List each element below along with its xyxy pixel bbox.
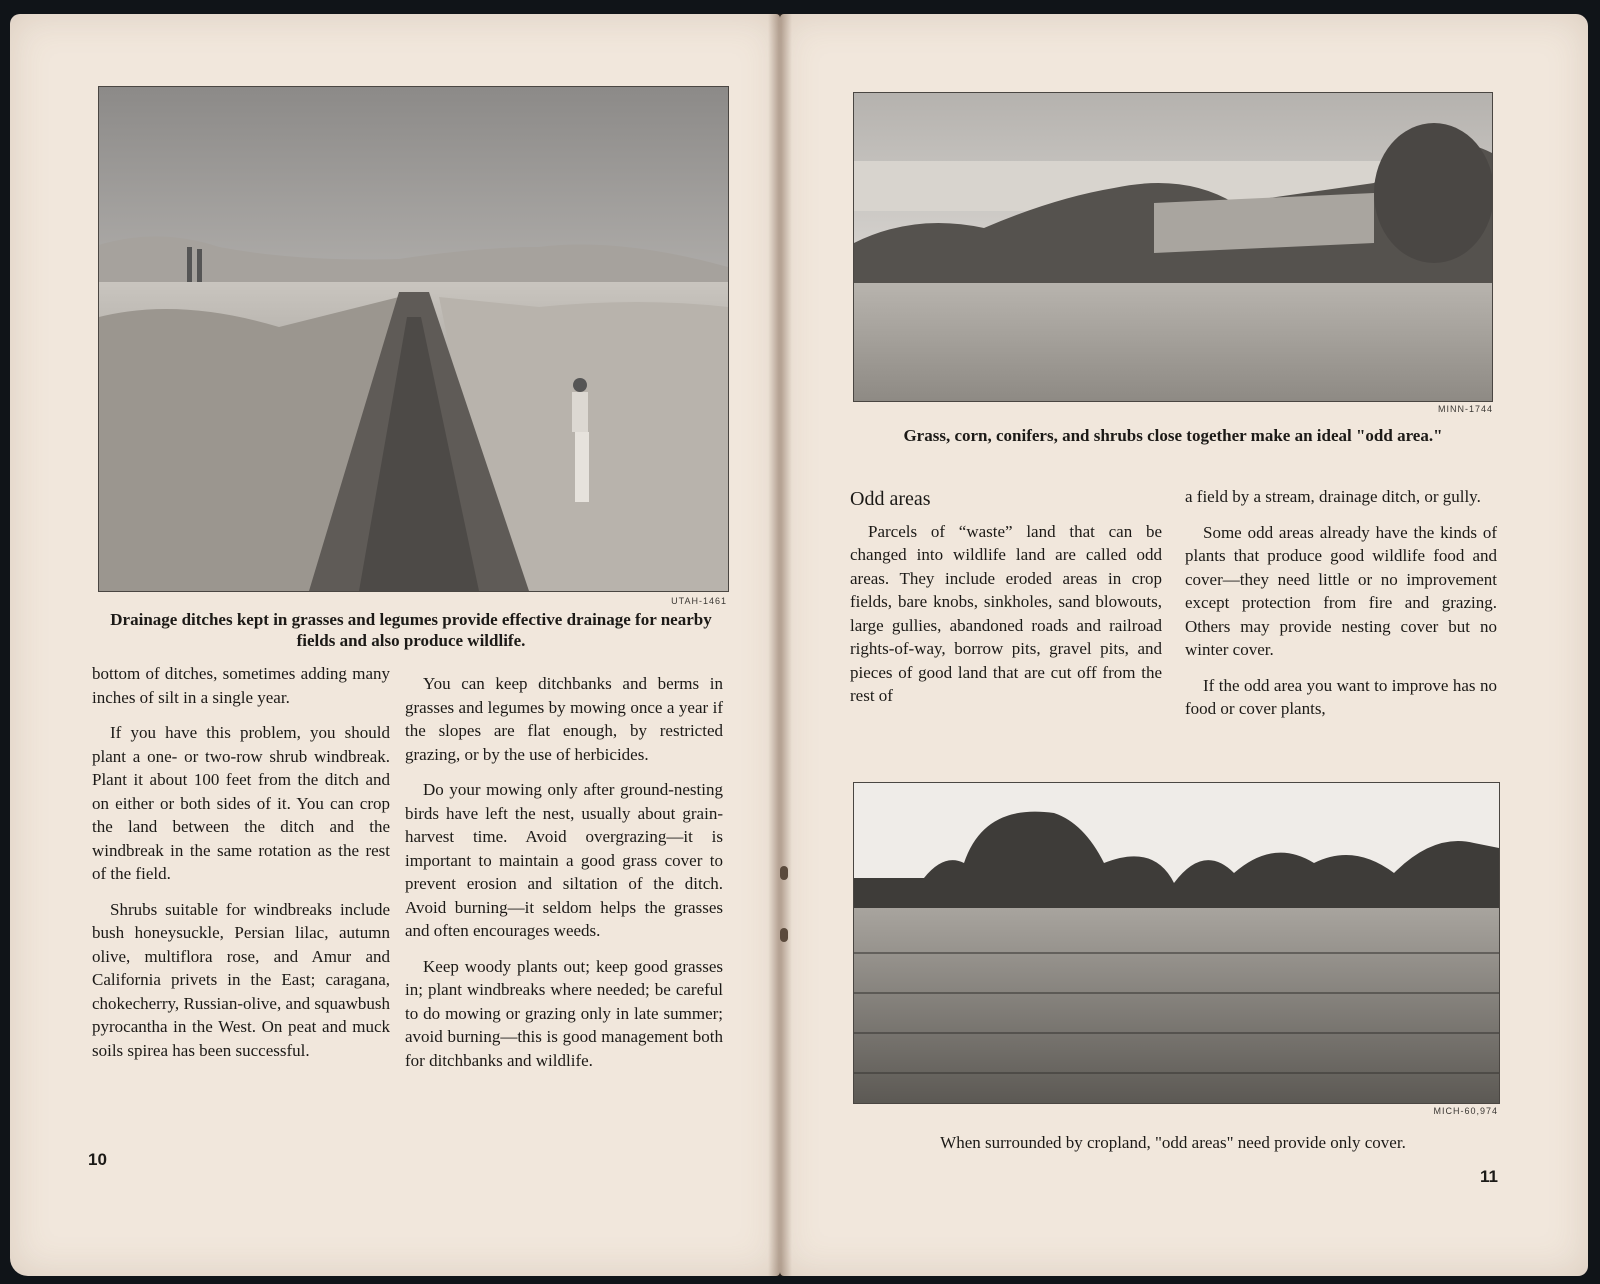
staple-mark <box>780 866 788 880</box>
photo-credit: UTAH-1461 <box>671 596 727 606</box>
book-gutter <box>768 14 792 1276</box>
paragraph: a field by a stream, drainage ditch, or gully. <box>1185 487 1481 506</box>
left-column-1 <box>92 662 390 1074</box>
odd-area-photo <box>853 92 1493 402</box>
photo-caption: Drainage ditches kept in grasses and legumes provide effective drainage for nearby fields and also produce wildlife. <box>110 610 712 650</box>
paragraph: Keep woody plants out; keep good grasses in; plant windbreaks where needed; be careful to do mowing or grazing only in late summer; avoid burning—this is good management both for ditchbanks and wildlife. <box>405 956 723 1070</box>
paragraph: Do your mowing only after ground-nesting birds have left the nest, usually about grain-harvest time. Avoid overgrazing—it is important to maintain a good grass cover to prevent erosion and siltation of the ditch. Avoid burning—it seldom helps the grasses and often encourages weeds. <box>405 780 723 940</box>
photo-caption: Grass, corn, conifers, and shrubs close together make an ideal "odd area." <box>903 426 1443 445</box>
right-column-2 <box>1185 485 1497 733</box>
paragraph: Parcels of “waste” land that can be changed into wildlife land are called odd areas. They include eroded areas in crop fields, bare knobs, sinkholes, sand blowouts, large gullies, abandoned roads and railroad rights-of-way, borrow pits, gravel pits, and pieces of good land that are cut off from the rest of <box>850 521 1162 705</box>
paragraph: bottom of ditches, sometimes adding many inches of silt in a single year. <box>92 664 390 707</box>
cropland-photo <box>853 782 1500 1104</box>
page-number: 10 <box>88 1150 107 1169</box>
right-column-1 <box>850 488 1162 720</box>
paragraph: If you have this problem, you should plant a one- or two-row shrub windbreak. Plant it about 100 feet from the ditch and on either or both sides of it. You can crop the land between the ditch and the windbreak in the same rotation as the rest of the field. <box>92 723 390 883</box>
photo-credit: MINN-1744 <box>1437 404 1493 414</box>
paragraph: You can keep ditchbanks and berms in grasses and legumes by mowing once a year if the slopes are flat enough, by restricted grazing, or by the use of herbicides. <box>405 674 723 764</box>
left-column-2 <box>405 672 723 1084</box>
drainage-ditch-photo <box>98 86 729 592</box>
paragraph: Some odd areas already have the kinds of plants that produce good wildlife food and cover—they need little or no improvement except protection from fire and grazing. Others may provide nesting cover but no winter cover. <box>1185 522 1497 659</box>
paragraph: Shrubs suitable for windbreaks include bush honeysuckle, Persian lilac, autumn olive, multiflora rose, and Amur and California privets in the East; caragana, chokecherry, Russian-olive, and squawbush pyrocantha in the West. On peat and muck soils spirea has been successful. <box>92 899 390 1060</box>
staple-mark <box>780 928 788 942</box>
photo-caption: When surrounded by cropland, "odd areas" need provide only cover. <box>940 1133 1406 1152</box>
paragraph: If the odd area you want to improve has no food or cover plants, <box>1185 675 1497 718</box>
page-number: 11 <box>1480 1167 1498 1186</box>
section-heading: Odd areas <box>850 488 931 510</box>
photo-credit: MICH-60,974 <box>1433 1106 1498 1116</box>
